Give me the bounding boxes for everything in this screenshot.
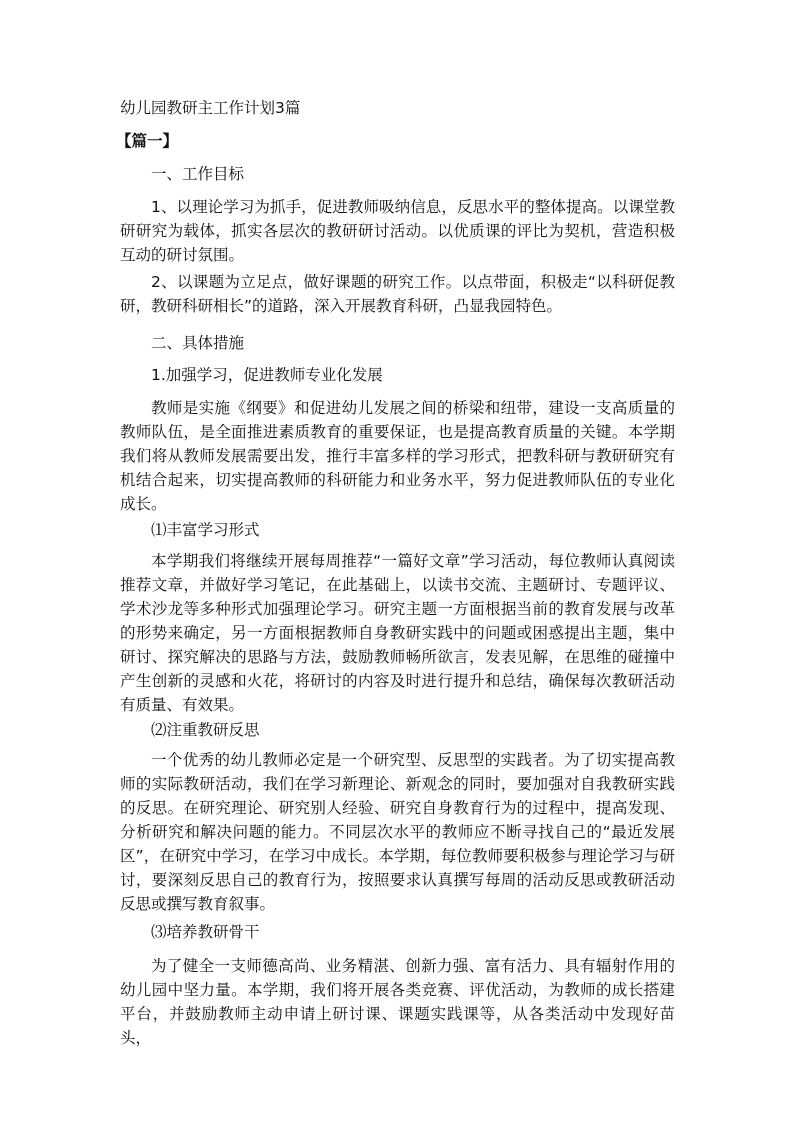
measure-1-text: 教师是实施《纲要》和促进幼儿发展之间的桥梁和纽带，建设一支高质量的教师队伍，是全面推进素质教育的重要保证，也是提高教育质量的关键。本学期我们将从教师发展需要出发，推行丰富多样的学习形式，把教科研与教研研究有机结合起来，切实提高教师的科研能力和业务水平，努力促进教师队伍的专业化成长。: [120, 399, 675, 513]
goal-paragraph-1: [120, 195, 675, 267]
subsection-heading-1: [120, 519, 675, 541]
section-heading-text: 一、工作目标: [151, 165, 245, 183]
subsection-paragraph-1: [120, 549, 675, 717]
subsection-heading-2: [120, 719, 675, 741]
section-heading-text: 二、具体措施: [151, 334, 245, 352]
part-heading: 【篇一】: [116, 132, 179, 150]
section-heading-measures: [120, 332, 675, 354]
subsection-heading-text: ⑴丰富学习形式: [151, 521, 260, 539]
subsection-2-text: 一个优秀的幼儿教师必定是一个研究型、反思型的实践者。为了切实提高教师的实际教研活动，我们在学习新理论、新观念的同时，要加强对自我教研实践的反思。在研究理论、研究别人经验、研究自身教育行为的过程中，提高发现、分析研究和解决问题的能力。不同层次水平的教师应不断寻找自己的“最近发展区”，在研究中学习，在学习中成长。本学期，每位教师要积极参与理论学习与研讨，要深刻反思自己的教育行为，按照要求认真撰写每周的活动反思或教研活动反思或撰写教育叙事。: [120, 751, 675, 913]
measure-heading-text: 1.加强学习，促进教师专业化发展: [151, 366, 383, 384]
subsection-3-text: 为了健全一支师德高尚、业务精湛、创新力强、富有活力、具有辐射作用的幼儿园中坚力量。本学期，我们将开展各类竞赛、评优活动，为教师的成长搭建平台，并鼓励教师主动申请上研讨课、课题实践课等，从各类活动中发现好苗头，: [120, 957, 675, 1047]
subsection-heading-text: ⑶培养教研骨干: [151, 923, 260, 941]
goal-1-text: 1、以理论学习为抓手，促进教师吸纳信息，反思水平的整体提高。以课堂教研研究为载体，抓实各层次的教研研讨活动。以优质课的评比为契机，营造积极互动的研讨氛围。: [120, 198, 675, 264]
document-title: 幼儿园教研主工作计划3篇: [120, 99, 301, 117]
subsection-heading-text: ⑵注重教研反思: [151, 721, 260, 739]
subsection-1-text: 本学期我们将继续开展每周推荐“一篇好文章”学习活动，每位教师认真阅读推荐文章，并做好学习笔记，在此基础上，以读书交流、主题研讨、专题评议、学术沙龙等多种形式加强理论学习。研究主题一方面根据当前的教育发展与改革的形势来确定，另一方面根据教师自身教研实践中的问题或困惑提出主题，集中研讨、探究解决的思路与方法，鼓励教师畅所欲言，发表见解，在思维的碰撞中产生创新的灵感和火花，将研讨的内容及时进行提升和总结，确保每次教研活动有质量、有效果。: [120, 552, 675, 714]
subsection-paragraph-2: [120, 748, 675, 916]
measure-paragraph-1: [120, 396, 675, 516]
section-heading-goals: [120, 163, 675, 185]
goal-paragraph-2: [120, 270, 675, 318]
goal-2-text: 2、以课题为立足点，做好课题的研究工作。以点带面，积极走“以科研促教研，教研科研相长”的道路，深入开展教育科研，凸显我园特色。: [120, 273, 675, 315]
subsection-heading-3: [120, 921, 675, 943]
measure-heading-1: [120, 364, 675, 386]
subsection-paragraph-3: [120, 954, 675, 1050]
